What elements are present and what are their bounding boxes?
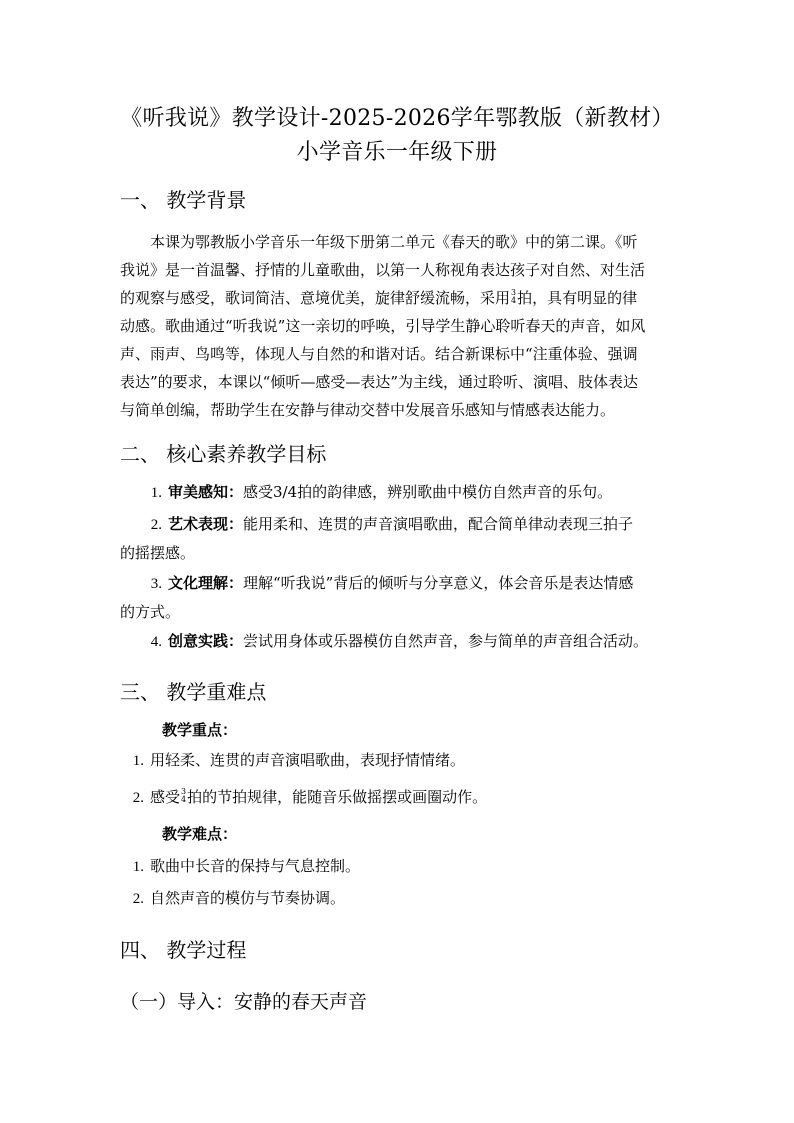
- section4-subheading: （一）导入：安静的春天声音: [120, 991, 368, 1013]
- goal-item: 4. 创意实践：尝试用身体或乐器模仿自然声音，参与简单的声音组合活动。: [150, 632, 649, 650]
- para-line: 声、雨声、鸟鸣等，体现人与自然的和谐对话。结合新课标中“注重体验、强调: [120, 345, 638, 363]
- time-signature: 3 4: [181, 787, 187, 804]
- section3-heading: 三、 教学重难点: [120, 680, 267, 704]
- goal-item: 2. 艺术表现：能用柔和、连贯的声音演唱歌曲，配合简单律动表现三拍子 的摇摆感。: [120, 515, 634, 562]
- difficult-point-item: 1. 歌曲中长音的保持与气息控制。: [132, 857, 361, 875]
- goal-item: 3. 文化理解：理解“听我说”背后的倾听与分享意义，体会音乐是表达情感 的方式。: [120, 574, 634, 621]
- para-line: 的观察与感受，歌词简洁、意境优美，旋律舒缓流畅，采用 3 4 拍，具有明显的律: [120, 288, 638, 307]
- para-line: 我说》是一首温馨、抒情的儿童歌曲，以第一人称视角表达孩子对自然、对生活: [120, 261, 646, 279]
- document-title-line1: 《听我说》教学设计-2025-2026学年鄂教版（新教材）: [120, 106, 674, 131]
- section2-heading: 二、 核心素养教学目标: [120, 442, 327, 466]
- goal-item: 1. 审美感知：感受3/4拍的韵律感，辨别歌曲中模仿自然声音的乐句。: [150, 483, 613, 501]
- document-title-line2: 小学音乐一年级下册: [296, 140, 498, 165]
- para-line: 本课为鄂教版小学音乐一年级下册第二单元《春天的歌》中的第二课。《听: [150, 233, 638, 251]
- key-point-item: 1. 用轻柔、连贯的声音演唱歌曲，表现抒情情绪。: [132, 751, 466, 769]
- key-point-item: 2. 感受 3 4 拍的节拍规律，能随音乐做摇摆或画圈动作。: [132, 787, 488, 806]
- key-points-label: 教学重点：: [162, 721, 238, 739]
- section1-heading: 一、 教学背景: [120, 188, 247, 212]
- difficult-points-label: 教学难点：: [162, 825, 238, 843]
- section4-heading: 四、 教学过程: [120, 938, 247, 962]
- section1-paragraph: [120, 228, 674, 424]
- para-line: 表达”的要求，本课以“倾听—感受—表达”为主线，通过聆听、演唱、肢体表达: [120, 373, 639, 391]
- time-signature: 3 4: [511, 288, 517, 305]
- para-line: 动感。歌曲通过“听我说”这一亲切的呼唤，引导学生静心聆听春天的声音，如风: [120, 317, 646, 335]
- difficult-point-item: 2. 自然声音的模仿与节奏协调。: [132, 889, 346, 907]
- para-line: 与简单创编，帮助学生在安静与律动交替中发展音乐感知与情感表达能力。: [120, 401, 616, 419]
